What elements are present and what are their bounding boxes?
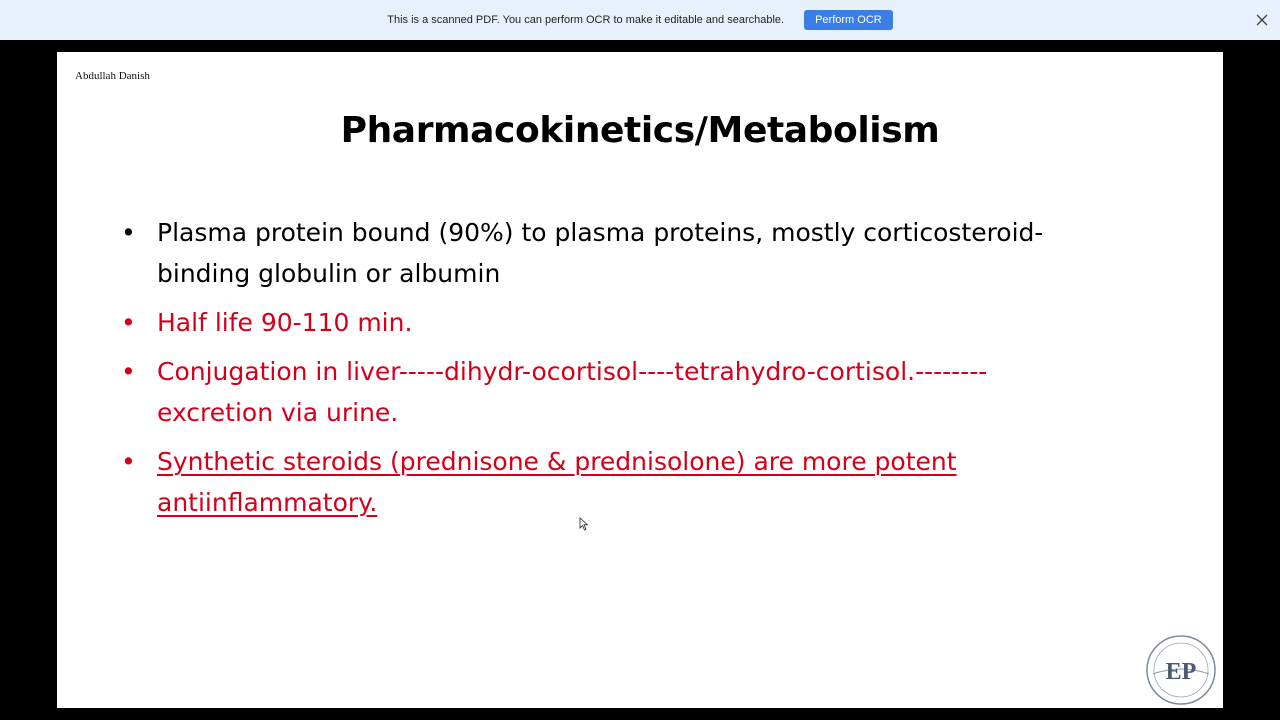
- bullet-line: binding globulin or albumin: [157, 259, 501, 288]
- bullet-dot: •: [121, 357, 136, 386]
- slide-title: Pharmacokinetics/Metabolism: [340, 110, 940, 151]
- pdf-page: [57, 52, 1223, 708]
- bullet-item: [121, 302, 1131, 343]
- bullet-list: [121, 212, 1131, 531]
- bullet-dot: •: [121, 447, 136, 476]
- ocr-notice-bar: [0, 0, 1280, 40]
- ocr-notice-message: This is a scanned PDF. You can perform OCR to make it editable and searchable.: [387, 14, 785, 26]
- bullet-line: Synthetic steroids (prednisone & prednisolone) are more potent: [157, 447, 957, 476]
- mouse-cursor-icon: [579, 517, 589, 531]
- bullet-item: [121, 351, 1131, 433]
- bullet-line: excretion via urine.: [157, 398, 399, 427]
- close-icon[interactable]: [1254, 12, 1270, 28]
- educational-platform-logo: [1141, 634, 1221, 706]
- perform-ocr-button[interactable]: Perform OCR: [804, 10, 893, 30]
- bullet-line: Half life 90-110 min.: [157, 308, 413, 337]
- bullet-item: [121, 212, 1131, 294]
- bullet-line: antiinflammatory.: [157, 488, 378, 517]
- bullet-item: [121, 441, 1131, 523]
- bullet-dot: •: [121, 308, 136, 337]
- bullet-line: Plasma protein bound (90%) to plasma proteins, mostly corticosteroid-: [157, 218, 1044, 247]
- bullet-dot: •: [121, 218, 136, 247]
- slide-author: Abdullah Danish: [75, 70, 150, 82]
- bullet-line: Conjugation in liver-----dihydr-ocortisol----tetrahydro-cortisol.--------: [157, 357, 988, 386]
- logo-text: EP: [1165, 659, 1197, 685]
